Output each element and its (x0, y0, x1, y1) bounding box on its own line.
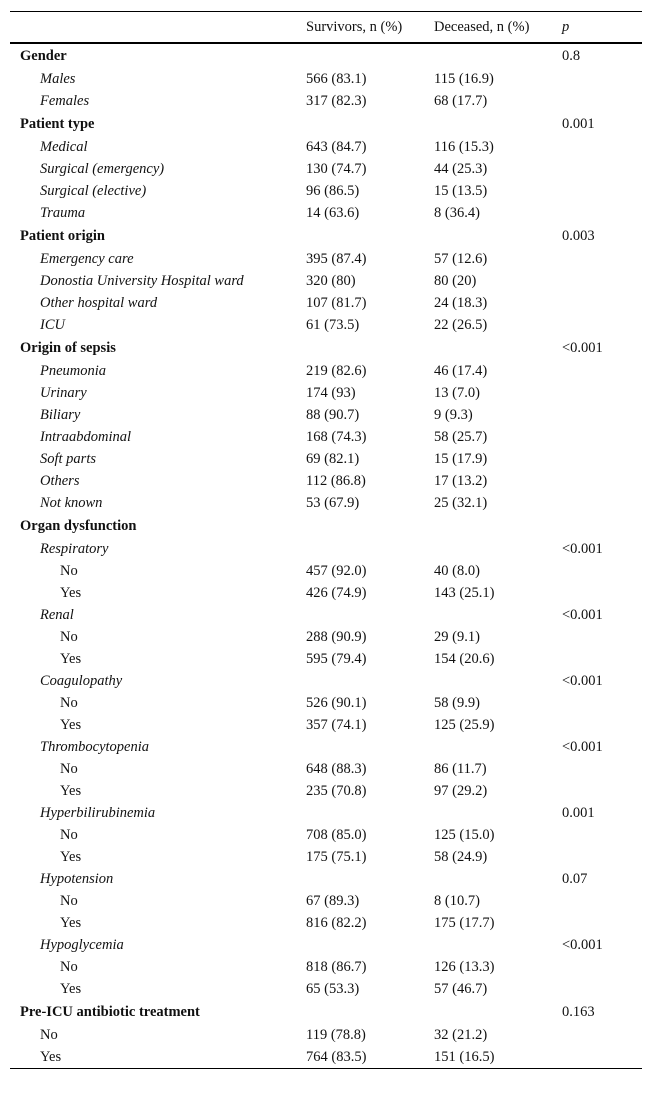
deceased-cell (424, 336, 552, 360)
survivors-cell: 320 (80) (306, 273, 356, 289)
deceased-cell: 44 (25.3) (434, 161, 488, 177)
deceased-cell: 58 (25.7) (434, 429, 488, 445)
row-label: Yes (60, 651, 82, 667)
survivors-cell: 643 (84.7) (306, 139, 367, 155)
section-row (10, 112, 642, 136)
deceased-cell (424, 868, 552, 890)
row-label: Coagulopathy (40, 673, 123, 689)
survivors-cell: 526 (90.1) (306, 695, 367, 711)
row-label: Hyperbilirubinemia (40, 805, 156, 821)
section-row (10, 43, 642, 68)
table-row (10, 560, 642, 582)
row-label: ICU (40, 317, 65, 333)
deceased-cell: 40 (8.0) (434, 563, 480, 579)
deceased-cell (424, 934, 552, 956)
survivors-cell: 818 (86.7) (306, 959, 367, 975)
p-value-cell (552, 360, 642, 382)
deceased-cell: 17 (13.2) (434, 473, 488, 489)
p-value-cell (552, 248, 642, 270)
table-row (10, 912, 642, 934)
row-label: Organ dysfunction (20, 518, 137, 534)
p-value-cell (552, 890, 642, 912)
p-value-cell: 0.163 (562, 1004, 595, 1020)
p-value-cell (552, 978, 642, 1000)
row-label: No (60, 761, 78, 777)
deceased-cell: 115 (16.9) (434, 71, 494, 87)
p-value-cell (552, 68, 642, 90)
table-row (10, 180, 642, 202)
deceased-cell: 15 (13.5) (434, 183, 488, 199)
table-row (10, 692, 642, 714)
p-value-cell: 0.003 (562, 228, 595, 244)
p-value-cell (552, 202, 642, 224)
table-row (10, 956, 642, 978)
survivors-cell (296, 604, 424, 626)
survivors-cell: 119 (78.8) (306, 1027, 366, 1043)
table-row (10, 780, 642, 802)
table-row (10, 314, 642, 336)
table-row (10, 604, 642, 626)
p-value-cell: <0.001 (562, 937, 603, 953)
p-value-cell (552, 136, 642, 158)
survivors-cell: 566 (83.1) (306, 71, 367, 87)
table-row (10, 868, 642, 890)
deceased-cell: 80 (20) (434, 273, 477, 289)
p-value-cell: 0.001 (562, 116, 595, 132)
row-label: Yes (60, 717, 82, 733)
survivors-cell (296, 736, 424, 758)
survivors-cell: 53 (67.9) (306, 495, 360, 511)
row-label: Respiratory (40, 541, 109, 557)
survivors-cell: 174 (93) (306, 385, 356, 401)
deceased-cell: 154 (20.6) (434, 651, 495, 667)
survivors-cell: 648 (88.3) (306, 761, 367, 777)
deceased-cell (424, 514, 552, 538)
section-row (10, 336, 642, 360)
table-row (10, 934, 642, 956)
row-label: Yes (60, 915, 82, 931)
survivors-cell: 219 (82.6) (306, 363, 367, 379)
p-value-cell (552, 448, 642, 470)
row-label: Yes (40, 1049, 62, 1065)
table-row (10, 248, 642, 270)
row-label: Intraabdominal (40, 429, 132, 445)
p-value-cell (552, 180, 642, 202)
survivors-cell: 112 (86.8) (306, 473, 366, 489)
survivors-cell: 288 (90.9) (306, 629, 367, 645)
header-p-value: p (562, 19, 570, 35)
row-label: Donostia University Hospital ward (40, 273, 244, 289)
deceased-cell (424, 1000, 552, 1024)
table-row (10, 382, 642, 404)
survivors-cell: 67 (89.3) (306, 893, 360, 909)
survivors-cell (296, 934, 424, 956)
row-label: Renal (40, 607, 74, 623)
p-value-cell: <0.001 (562, 673, 603, 689)
p-value-cell (552, 648, 642, 670)
deceased-cell: 97 (29.2) (434, 783, 488, 799)
table-row (10, 404, 642, 426)
survivors-cell: 65 (53.3) (306, 981, 360, 997)
survivors-cell: 130 (74.7) (306, 161, 367, 177)
p-value-cell (552, 426, 642, 448)
survivors-cell: 235 (70.8) (306, 783, 367, 799)
row-label: No (60, 695, 78, 711)
survivors-cell (296, 1000, 424, 1024)
row-label: Origin of sepsis (20, 340, 116, 356)
survivors-cell: 175 (75.1) (306, 849, 367, 865)
survivors-cell: 61 (73.5) (306, 317, 360, 333)
deceased-cell (424, 670, 552, 692)
deceased-cell: 25 (32.1) (434, 495, 488, 511)
deceased-cell: 86 (11.7) (434, 761, 487, 777)
p-value-cell: <0.001 (562, 541, 603, 557)
row-label: Surgical (emergency) (40, 161, 165, 177)
row-label: Hypotension (40, 871, 114, 887)
survivors-cell (296, 670, 424, 692)
section-row (10, 224, 642, 248)
survivors-cell: 69 (82.1) (306, 451, 360, 467)
deceased-cell (424, 43, 552, 68)
table-row (10, 470, 642, 492)
deceased-cell: 175 (17.7) (434, 915, 495, 931)
survivors-cell: 88 (90.7) (306, 407, 360, 423)
table-row (10, 582, 642, 604)
table-row (10, 714, 642, 736)
table-row (10, 68, 642, 90)
table-row (10, 648, 642, 670)
p-value-cell (552, 470, 642, 492)
row-label: Biliary (40, 407, 81, 423)
p-value-cell (552, 158, 642, 180)
deceased-cell: 151 (16.5) (434, 1049, 495, 1065)
survivors-cell: 764 (83.5) (306, 1049, 367, 1065)
row-label: No (60, 893, 78, 909)
header-deceased: Deceased, n (%) (434, 19, 530, 35)
row-label: Yes (60, 585, 82, 601)
survivors-cell: 317 (82.3) (306, 93, 367, 109)
row-label: Thrombocytopenia (40, 739, 150, 755)
deceased-cell (424, 538, 552, 560)
row-label: Hypoglycemia (40, 937, 124, 953)
table-row (10, 448, 642, 470)
table-row (10, 292, 642, 314)
header-label (10, 12, 296, 44)
deceased-cell: 13 (7.0) (434, 385, 480, 401)
table-row (10, 136, 642, 158)
deceased-cell (424, 604, 552, 626)
p-value-cell (552, 714, 642, 736)
table-row (10, 824, 642, 846)
p-value-cell (552, 626, 642, 648)
table-body (10, 43, 642, 1069)
table-row (10, 670, 642, 692)
survivors-cell (296, 538, 424, 560)
table-row (10, 360, 642, 382)
p-value-cell (552, 912, 642, 934)
row-label: No (60, 629, 78, 645)
deceased-cell: 8 (10.7) (434, 893, 480, 909)
table-row (10, 802, 642, 824)
row-label: Yes (60, 981, 82, 997)
p-value-cell (552, 514, 642, 538)
survivors-cell (296, 868, 424, 890)
table-row (10, 492, 642, 514)
survivors-cell: 816 (82.2) (306, 915, 367, 931)
deceased-cell: 68 (17.7) (434, 93, 488, 109)
deceased-cell (424, 224, 552, 248)
survivors-cell (296, 514, 424, 538)
p-value-cell (552, 846, 642, 868)
survivors-cell (296, 43, 424, 68)
section-row (10, 514, 642, 538)
table-row (10, 846, 642, 868)
table-row (10, 202, 642, 224)
row-label: Patient origin (20, 228, 105, 244)
row-label: Males (40, 71, 76, 87)
p-value-cell (552, 560, 642, 582)
deceased-cell: 22 (26.5) (434, 317, 488, 333)
deceased-cell: 29 (9.1) (434, 629, 480, 645)
p-value-cell: 0.8 (562, 48, 581, 64)
row-label: Gender (20, 48, 67, 64)
table-row (10, 1046, 642, 1069)
survivors-cell: 357 (74.1) (306, 717, 367, 733)
row-label: Trauma (40, 205, 86, 221)
row-label: Soft parts (40, 451, 96, 467)
p-value-cell (552, 582, 642, 604)
deceased-cell: 8 (36.4) (434, 205, 480, 221)
deceased-cell: 24 (18.3) (434, 295, 488, 311)
table-row (10, 890, 642, 912)
table-header (10, 12, 642, 44)
row-label: Females (40, 93, 90, 109)
p-value-cell (552, 780, 642, 802)
deceased-cell: 57 (12.6) (434, 251, 488, 267)
table-row (10, 158, 642, 180)
row-label: Other hospital ward (40, 295, 158, 311)
row-label: Urinary (40, 385, 87, 401)
survivors-cell (296, 336, 424, 360)
deceased-cell: 57 (46.7) (434, 981, 488, 997)
row-label: No (40, 1027, 58, 1043)
mortality-table (10, 11, 642, 1069)
survivors-cell: 395 (87.4) (306, 251, 367, 267)
p-value-cell: <0.001 (562, 340, 603, 356)
row-label: Pneumonia (40, 363, 107, 379)
table-row (10, 538, 642, 560)
p-value-cell (552, 824, 642, 846)
p-value-cell (552, 492, 642, 514)
table-row (10, 626, 642, 648)
survivors-cell (296, 112, 424, 136)
survivors-cell: 595 (79.4) (306, 651, 367, 667)
survivors-cell: 14 (63.6) (306, 205, 360, 221)
p-value-cell (552, 404, 642, 426)
deceased-cell: 116 (15.3) (434, 139, 494, 155)
deceased-cell (424, 802, 552, 824)
p-value-cell (552, 692, 642, 714)
row-label: Not known (40, 495, 103, 511)
section-row (10, 1000, 642, 1024)
p-value-cell: 0.07 (562, 871, 588, 887)
row-label: Medical (40, 139, 88, 155)
p-value-cell (552, 1024, 642, 1046)
survivors-cell (296, 224, 424, 248)
deceased-cell: 58 (9.9) (434, 695, 480, 711)
row-label: No (60, 563, 78, 579)
p-value-cell (552, 1046, 642, 1069)
survivors-cell: 168 (74.3) (306, 429, 367, 445)
row-label: Surgical (elective) (40, 183, 147, 199)
table-row (10, 90, 642, 112)
survivors-cell: 708 (85.0) (306, 827, 367, 843)
results-table-container (10, 11, 642, 1069)
table-row (10, 978, 642, 1000)
table-row (10, 426, 642, 448)
row-label: Others (40, 473, 80, 489)
deceased-cell: 125 (15.0) (434, 827, 495, 843)
deceased-cell: 126 (13.3) (434, 959, 495, 975)
p-value-cell (552, 292, 642, 314)
deceased-cell (424, 112, 552, 136)
p-value-cell (552, 382, 642, 404)
deceased-cell (424, 736, 552, 758)
p-value-cell (552, 270, 642, 292)
deceased-cell: 46 (17.4) (434, 363, 488, 379)
deceased-cell: 9 (9.3) (434, 407, 473, 423)
row-label: Yes (60, 849, 82, 865)
survivors-cell: 96 (86.5) (306, 183, 360, 199)
row-label: No (60, 827, 78, 843)
row-label: No (60, 959, 78, 975)
deceased-cell: 143 (25.1) (434, 585, 495, 601)
p-value-cell: <0.001 (562, 607, 603, 623)
survivors-cell: 457 (92.0) (306, 563, 367, 579)
p-value-cell (552, 90, 642, 112)
row-label: Yes (60, 783, 82, 799)
p-value-cell (552, 314, 642, 336)
table-row (10, 736, 642, 758)
deceased-cell: 15 (17.9) (434, 451, 488, 467)
survivors-cell (296, 802, 424, 824)
table-row (10, 758, 642, 780)
survivors-cell: 107 (81.7) (306, 295, 367, 311)
p-value-cell (552, 758, 642, 780)
row-label: Emergency care (40, 251, 134, 267)
survivors-cell: 426 (74.9) (306, 585, 367, 601)
header-row (10, 12, 642, 44)
row-label: Pre-ICU antibiotic treatment (20, 1004, 200, 1020)
p-value-cell: 0.001 (562, 805, 595, 821)
header-survivors: Survivors, n (%) (306, 19, 403, 35)
deceased-cell: 58 (24.9) (434, 849, 488, 865)
deceased-cell: 32 (21.2) (434, 1027, 488, 1043)
deceased-cell: 125 (25.9) (434, 717, 495, 733)
table-row (10, 270, 642, 292)
p-value-cell (552, 956, 642, 978)
row-label: Patient type (20, 116, 95, 132)
table-row (10, 1024, 642, 1046)
p-value-cell: <0.001 (562, 739, 603, 755)
